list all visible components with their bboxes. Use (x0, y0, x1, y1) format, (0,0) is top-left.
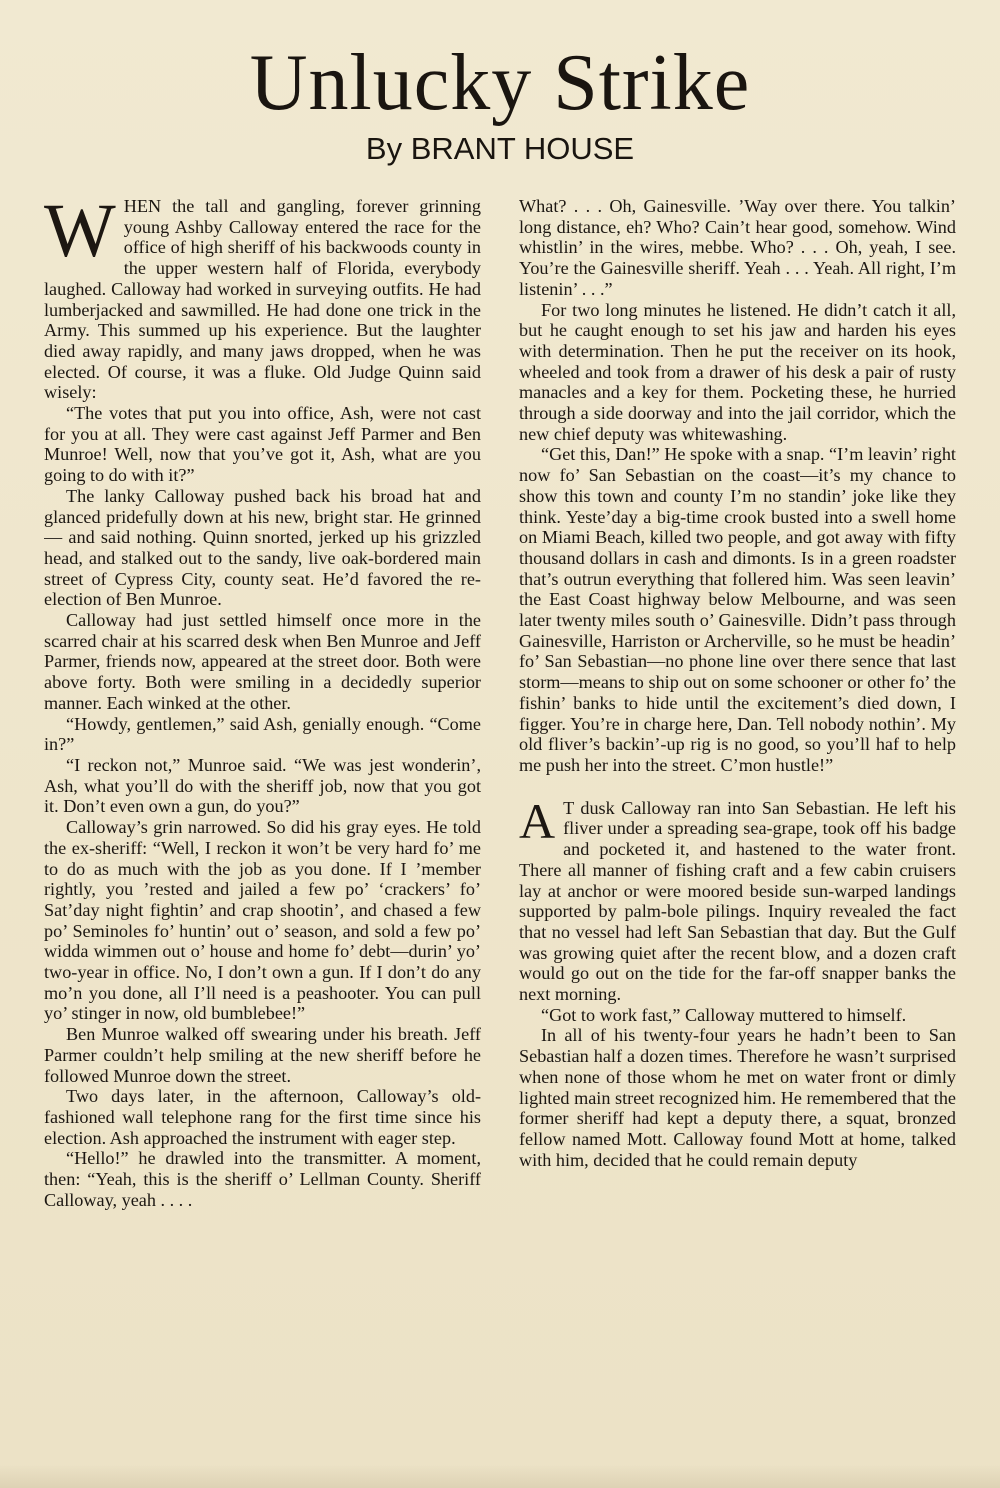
paragraph: Calloway had just settled himself once more in the scarred chair at his scarred desk when Ben Munroe and Jeff Parmer, friends now, appeared at the street door. Both were above forty. Both were smiling in a decidedly superior manner. Each winked at the other. (44, 610, 481, 713)
paragraph: In all of his twenty-four years he hadn’t been to San Sebastian half a dozen times. Therefore he wasn’t surprised when none of those whom he met on water front or dimly lighted main street recognized him. He remembered that the former sheriff had kept a deputy there, a squat, bronzed fellow named Mott. Calloway found Mott at home, talked with him, decided that he could remain deputy (519, 1025, 956, 1170)
paragraph: Ben Munroe walked off swearing under his breath. Jeff Parmer couldn’t help smiling at the new sheriff before he followed Munroe down the street. (44, 1024, 481, 1086)
page-edge (0, 1464, 1000, 1488)
drop-cap: A (519, 792, 556, 849)
paragraph: “Get this, Dan!” He spoke with a snap. “I’m leavin’ right now fo’ San Sebastian on the coast—it’s my chance to show this town and county I’m no standin’ joke like they think. Yeste’day a big-time crook busted into a swell home on Miami Beach, killed two people, and got away with fifty thousand dollars in cash and dimonts. Is in a green roadster that’s outrun everything that follered him. Was seen leavin’ the East Coast highway below Melbourne, and was seen later twenty miles south o’ Gainesville. Didn’t pass through Gainesville, Harriston or Archerville, so he must be headin’ fo’ San Sebastian—no phone line over there sence that last storm—means to ship out on some schooner or other fo’ the fishin’ banks to hide until the excitement’s died down, I figger. You’re in charge here, Dan. Tell nobody nothin’. My old fliver’s backin’-up rig is no good, so you’ll haf to help me push her into the street. C’mon hustle!” (519, 444, 956, 775)
paragraph: “The votes that put you into office, Ash, were not cast for you at all. They were cast against Jeff Parmer and Ben Munroe! Well, now that you’ve got it, Ash, what are you going to do with it?” (44, 403, 481, 486)
paragraph: What? . . . Oh, Gainesville. ’Way over there. You talkin’ long distance, eh? Who? Cain’t hear good, somehow. Wind whistlin’ in the wires, mebbe. Who? . . . Oh, yeah, I see. You’re the Gainesville sheriff. Yeah . . . Yeah. All right, I’m listenin’ . . .” (519, 196, 956, 299)
right-column (519, 196, 956, 1456)
paragraph: “Got to work fast,” Calloway muttered to himself. (541, 1004, 907, 1025)
paragraph: “Howdy, gentlemen,” said Ash, genially enough. “Come in?” (44, 713, 481, 755)
paragraph: Two days later, in the afternoon, Calloway’s old-fashioned wall telephone rang for the first time since his election. Ash approached the instrument with eager step. (44, 1086, 481, 1148)
paragraph: A T dusk Calloway ran into San Sebastian. He left his fliver under a spreading sea-grape, took off his badge and pocketed it, and hastened to the water front. There all manner of fishing craft and a few cabin cruisers lay at anchor or were moored beside sun-warped landings supported by palm-bole pilings. Inquiry revealed the fact that no vessel had left San Sebastian that day. But the Gulf was growing quiet after the recent blow, and a dozen craft would go out on the tide for the far-off snapper banks the next morning. (519, 792, 956, 1005)
paragraph: “Hello!” he drawled into the transmitter. A moment, then: “Yeah, this is the sheriff o’ Lellman County. Sheriff Calloway, yeah . . . . (44, 1148, 481, 1210)
drop-cap: W (44, 196, 116, 273)
paragraph: The lanky Calloway pushed back his broad hat and glanced pridefully down at his new, bright star. He grinned — and said nothing. Quinn snorted, jerked up his grizzled head, and stalked out to the sandy, live oak-bordered main street of Cypress City, county seat. He’d favored the re-election of Ben Munroe. (44, 485, 481, 610)
paragraph: Calloway’s grin narrowed. So did his gray eyes. He told the ex-sheriff: “Well, I reckon it won’t be very hard fo’ me to do as much with the job as you done. If I ’member rightly, you ’rested and jailed a few po’ ‘crackers’ fo’ Sat’day night fightin’ and crap shootin’, and chased a few po’ Seminoles fo’ huntin’ out o’ season, and sold a few po’ widda wimmen out o’ house and home fo’ debt—durin’ yo’ two-year in office. No, I don’t own a gun. If I don’t do any mo’n you done, all I’ll need is a peashooter. You can pull yo’ stinger in now, old bumblebee!” (44, 817, 481, 1024)
paragraph: For two long minutes he listened. He didn’t catch it all, but he caught enough to set his jaw and harden his eyes with determination. Then he put the receiver on its hook, wheeled and took from a drawer of his desk a pair of rusty manacles and a key for them. Pocketing these, he hurried through a side doorway and into the jail corridor, which the new chief deputy was whitewashing. (519, 299, 956, 444)
paragraph: WHEN the tall and gangling, forever grinning young Ashby Calloway entered the race for the office of high sheriff of his backwoods county in the upper western half of Florida, everybody laughed. Calloway had worked in surveying outfits. He had lumberjacked and sawmilled. He had done one trick in the Army. This summed up his experience. But the laughter died away rapidly, and many jaws dropped, when he was elected. Of course, it was a fluke. Old Judge Quinn said wisely: (44, 196, 481, 403)
story-title: Unlucky Strike (249, 39, 751, 127)
section-break (519, 776, 956, 798)
story-byline: By BRANT HOUSE (365, 131, 635, 166)
left-column (44, 196, 481, 1456)
paragraph: “I reckon not,” Munroe said. “We was jest wonderin’, Ash, what you’ll do with the sheriff job, now that you got it. Don’t even own a gun, do you?” (44, 754, 481, 817)
